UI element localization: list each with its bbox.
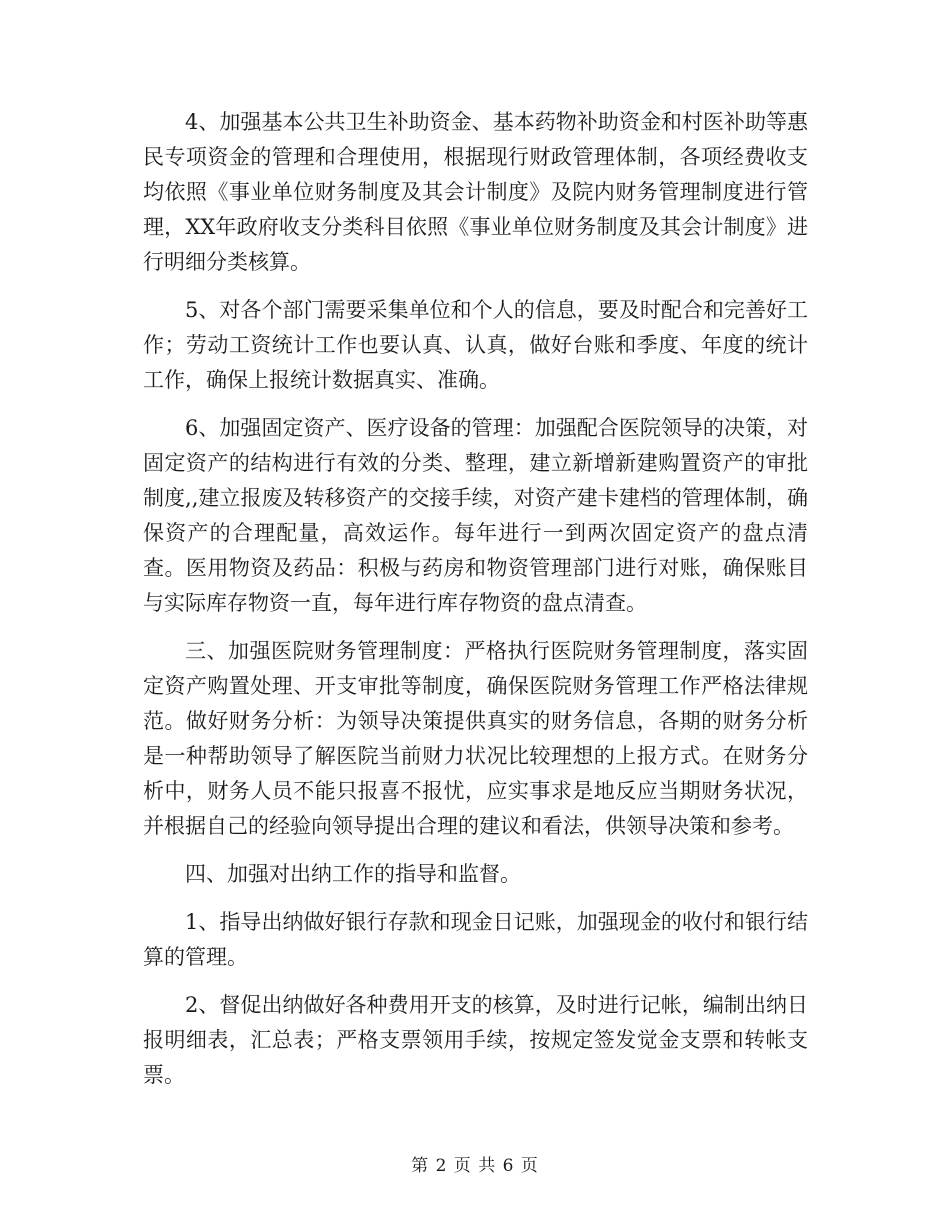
paragraph-cashier-item-1: 1、指导出纳做好银行存款和现金日记账，加强现金的收付和银行结算的管理。 xyxy=(143,910,808,969)
paragraph-section-3-financial-management: 三、加强医院财务管理制度：严格执行医院财务管理制度，落实固定资产购置处理、开支审批等制度，确保医院财务管理工作严格法律规范。做好财务分析：为领导决策提供真实的财务信息，各期的财务分析是一种帮助领导了解医院当前财力状况比较理想的上报方式。在财务分析中，财务人员不能只报喜不报忧，应实事求是地反应当期财务状况，并根据自己的经验向领导提出合理的建议和看法，供领导决策和参考。 xyxy=(143,639,808,838)
paragraph-item-6-fixed-assets: 6、加强固定资产、医疗设备的管理：加强配合医院领导的决策，对固定资产的结构进行有效的分类、整理，建立新增新建购置资产的审批制度,,建立报废及转移资产的交接手续，对资产建卡建档的管理体制，确保资产的合理配量，高效运作。每年进行一到两次固定资产的盘点清查。医用物资及药品：积极与药房和物资管理部门进行对账，确保账目与实际库存物资一直，每年进行库存物资的盘点清查。 xyxy=(143,416,808,615)
document-body xyxy=(143,105,808,1093)
paragraph-item-5-statistics: 5、对各个部门需要采集单位和个人的信息，要及时配合和完善好工作；劳动工资统计工作也要认真、认真，做好台账和季度、年度的统计工作，确保上报统计数据真实、准确。 xyxy=(143,298,808,392)
paragraph-cashier-item-2: 2、督促出纳做好各种费用开支的核算，及时进行记帐，编制出纳日报明细表，汇总表；严格支票领用手续，按规定签发觉金支票和转帐支票。 xyxy=(143,993,808,1087)
page-number-footer: 第 2 页 共 6 页 xyxy=(411,1156,539,1176)
paragraph-item-4-funds: 4、加强基本公共卫生补助资金、基本药物补助资金和村医补助等惠民专项资金的管理和合理使用，根据现行财政管理体制，各项经费收支均依照《事业单位财务制度及其会计制度》及院内财务管理制度进行管理，XX年政府收支分类科目依照《事业单位财务制度及其会计制度》进行明细分类核算。 xyxy=(143,110,808,274)
paragraph-section-4-cashier-heading: 四、加强对出纳工作的指导和监督。 xyxy=(185,862,521,886)
